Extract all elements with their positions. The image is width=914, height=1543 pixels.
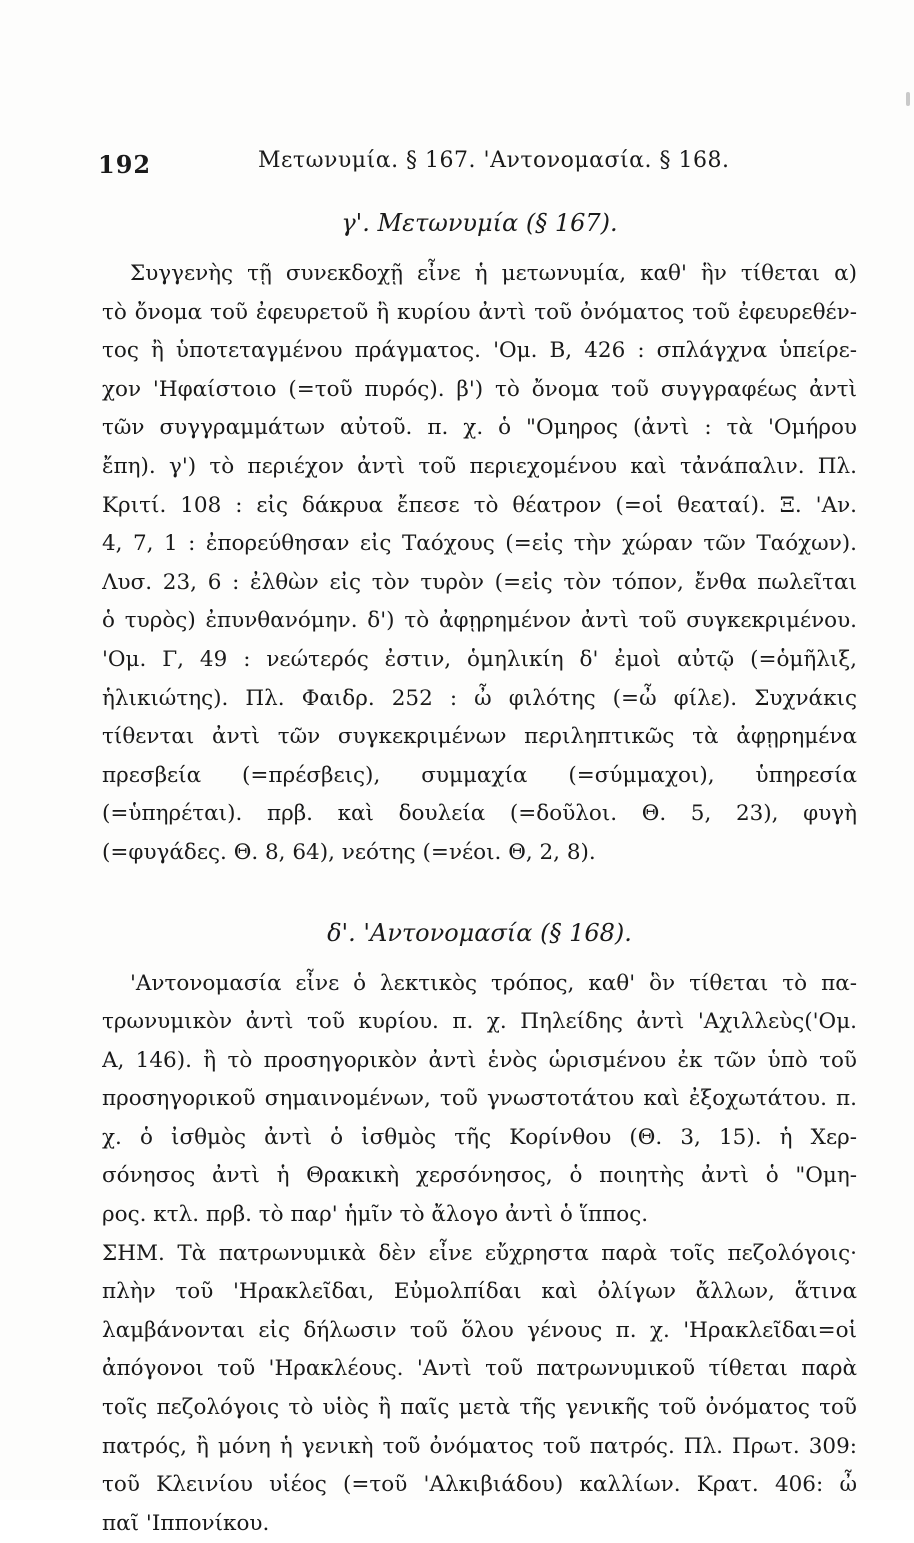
text-line: 4, 7, 1 : ἐπορεύθησαν εἰς Ταόχους (=εἰς τὴν χώραν τῶν Ταόχων). xyxy=(102,531,857,557)
text-line: τος ἢ ὑποτεταγμένου πράγματος. 'Ομ. Β, 426 : σπλάγχνα ὑπείρε- xyxy=(102,338,857,364)
text-line: Α, 146). ἢ τὸ προσηγορικὸν ἀντὶ ἑνὸς ὡρισμένου ἐκ τῶν ὑπὸ τοῦ xyxy=(102,1047,857,1073)
text-line: πατρός, ἢ μόνη ἡ γενικὴ τοῦ ὀνόματος τοῦ πατρός. Πλ. Πρωτ. 309: xyxy=(102,1433,857,1459)
text-line: ἡλικιώτης). Πλ. Φαιδρ. 252 : ὦ φιλότης (=ὦ φίλε). Συχνάκις xyxy=(102,685,857,711)
section-heading-metonymy: γ'. Μετωνυμία (§ 167). xyxy=(341,209,618,237)
text-line: προσηγορικοῦ σημαινομένων, τοῦ γνωστοτάτου καὶ ἐξοχωτάτου. π. xyxy=(102,1086,857,1112)
text-line: ΣΗΜ. Τὰ πατρωνυμικὰ δὲν εἶνε εὔχρηστα παρὰ τοῖς πεζολόγοις· xyxy=(102,1240,857,1266)
text-line: σόνησος ἀντὶ ἡ Θρακικὴ χερσόνησος, ὁ ποιητὴς ἀντὶ ὁ "Ομη- xyxy=(102,1163,857,1189)
section-heading-antonomasia: δ'. 'Αντονομασία (§ 168). xyxy=(327,918,632,947)
text-line: ἔπη). γ') τὸ περιέχον ἀντὶ τοῦ περιεχομένου καὶ τἀνάπαλιν. Πλ. xyxy=(102,453,857,479)
text-line: τίθενται ἀντὶ τῶν συγκεκριμένων περιληπτικῶς τὰ ἀφῃρημένα xyxy=(102,724,857,750)
text-line: (=φυγάδες. Θ. 8, 64), νεότης (=νέοι. Θ, 2, 8). xyxy=(102,839,596,865)
paragraph-metonymy xyxy=(102,255,857,873)
text-line: 'Ομ. Γ, 49 : νεώτερός ἐστιν, ὁμηλικίη δ' ἐμοὶ αὐτῷ (=ὁμῆλιξ, xyxy=(102,646,857,672)
page-body xyxy=(102,205,857,1543)
page-number: 192 xyxy=(98,150,152,179)
text-line: 'Αντονομασία εἶνε ὁ λεκτικὸς τρόπος, καθ' ὃν τίθεται τὸ πα- xyxy=(130,970,857,996)
text-line: τὸ ὄνομα τοῦ ἐφευρετοῦ ἢ κυρίου ἀντὶ τοῦ ὀνόματος τοῦ ἐφευρεθέν- xyxy=(102,299,857,325)
page-edge-mark xyxy=(906,92,910,106)
text-line: (=ὑπηρέται). πρβ. καὶ δουλεία (=δοῦλοι. Θ. 5, 23), φυγὴ xyxy=(102,801,857,827)
text-line: παῖ 'Ιππονίκου. xyxy=(102,1510,270,1536)
text-line: Κριτί. 108 : εἰς δάκρυα ἔπεσε τὸ θέατρον (=οἱ θεαταί). Ξ. 'Αν. xyxy=(102,492,857,518)
text-line: πρεσβεία (=πρέσβεις), συμμαχία (=σύμμαχοι), ὑπηρεσία xyxy=(102,762,857,788)
text-line: τοῦ Κλεινίου υἱέος (=τοῦ 'Αλκιβιάδου) καλλίων. Κρατ. 406: ὦ xyxy=(102,1472,857,1498)
text-line: ὁ τυρὸς) ἐπυνθανόμην. δ') τὸ ἀφῃρημένον ἀντὶ τοῦ συγκεκριμένου. xyxy=(102,608,857,634)
text-line: τρωνυμικὸν ἀντὶ τοῦ κυρίου. π. χ. Πηλείδης ἀντὶ 'Αχιλλεὺς('Ομ. xyxy=(102,1009,857,1035)
text-line: χον 'Ηφαίστοιο (=τοῦ πυρός). β') τὸ ὄνομα τοῦ συγγραφέως ἀντὶ xyxy=(102,376,857,402)
text-line: ρος. κτλ. πρβ. τὸ παρ' ἡμῖν τὸ ἄλογο ἀντὶ ὁ ἵππος. xyxy=(102,1202,649,1228)
text-line: τῶν συγγραμμάτων αὐτοῦ. π. χ. ὁ "Ομηρος (ἀντὶ : τὰ 'Ομήρου xyxy=(102,415,857,441)
text-line: Λυσ. 23, 6 : ἐλθὼν εἰς τὸν τυρὸν (=εἰς τὸν τόπον, ἔνθα πωλεῖται xyxy=(102,569,857,595)
text-line: λαμβάνονται εἰς δήλωσιν τοῦ ὅλου γένους π. χ. 'Ηρακλεῖδαι=οἱ xyxy=(102,1317,857,1343)
text-line: ἀπόγονοι τοῦ 'Ηρακλέους. 'Αντὶ τοῦ πατρωνυμικοῦ τίθεται παρὰ xyxy=(102,1356,857,1382)
text-line: χ. ὁ ἰσθμὸς ἀντὶ ὁ ἰσθμὸς τῆς Κορίνθου (Θ. 3, 15). ἡ Χερ- xyxy=(102,1124,857,1150)
paragraph-antonomasia xyxy=(102,965,857,1235)
running-head: Μετωνυμία. § 167. 'Αντονομασία. § 168. xyxy=(258,148,730,173)
text-line: Συγγενὴς τῇ συνεκδοχῇ εἶνε ἡ μετωνυμία, καθ' ἣν τίθεται α) xyxy=(130,261,857,286)
text-line: πλὴν τοῦ 'Ηρακλεῖδαι, Εὐμολπίδαι καὶ ὀλίγων ἄλλων, ἅτινα xyxy=(102,1279,857,1305)
note-paragraph xyxy=(102,1235,857,1543)
page-header xyxy=(98,148,858,180)
text-line: τοῖς πεζολόγοις τὸ υἱὸς ἢ παῖς μετὰ τῆς γενικῆς τοῦ ὀνόματος τοῦ xyxy=(102,1395,857,1421)
